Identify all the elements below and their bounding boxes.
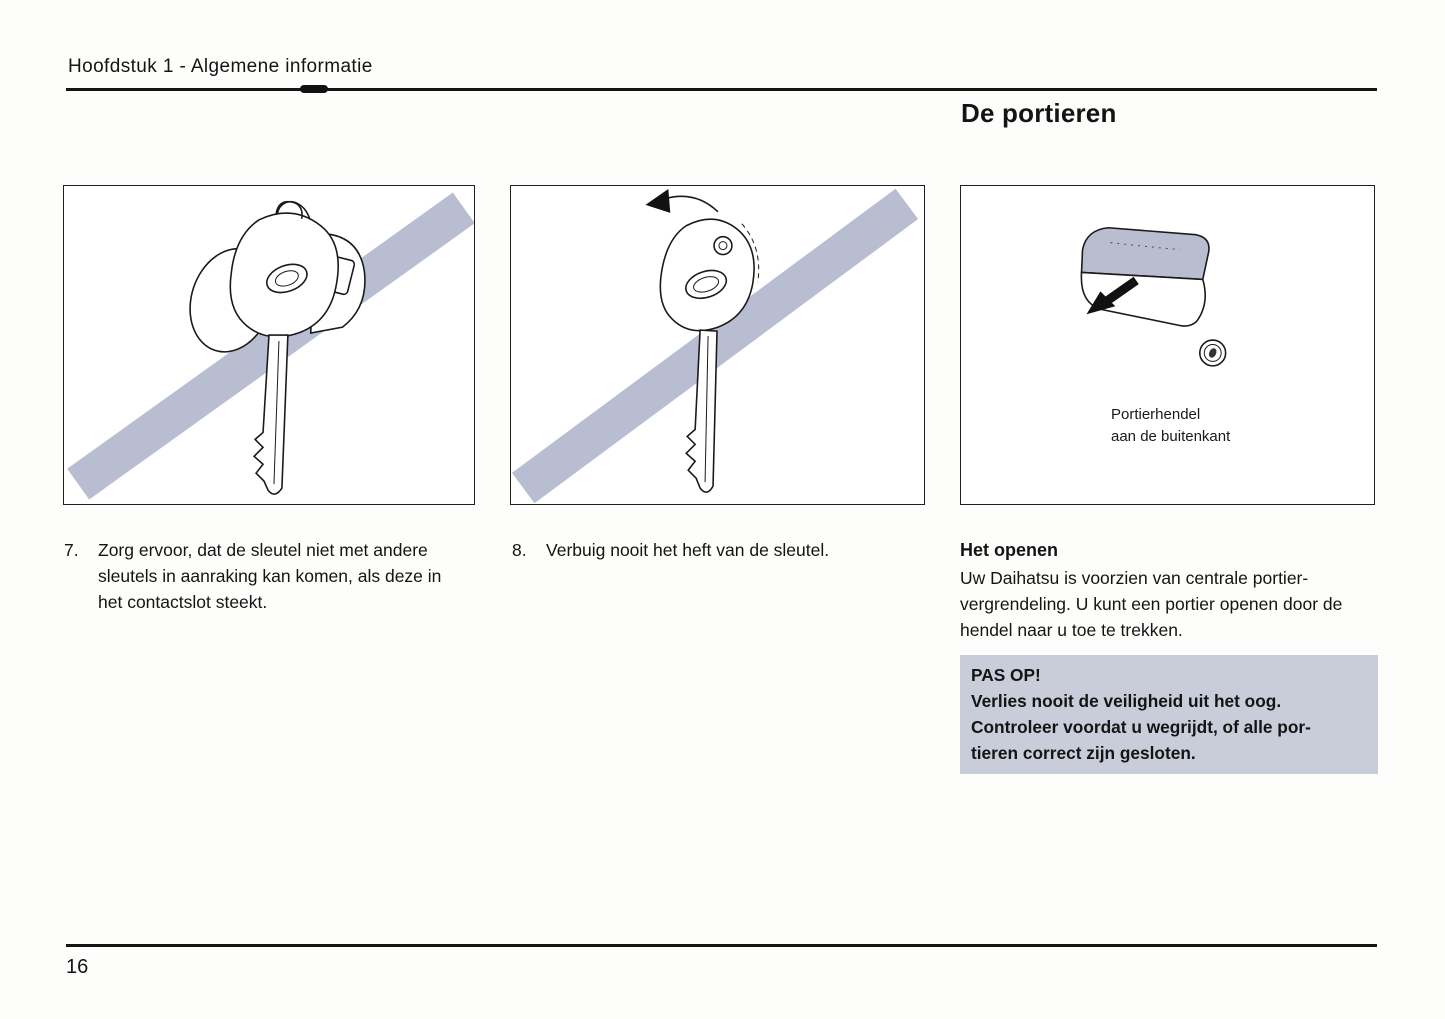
caption-line: Zorg ervoor, dat de sleutel niet met andere [98, 540, 428, 560]
caption-line: het contactslot steekt. [98, 592, 268, 612]
keys-illustration [177, 196, 365, 494]
keys-no-contact-illustration [64, 186, 474, 504]
figure-keys-no-contact [63, 185, 475, 505]
label-line: aan de buitenkant [1111, 428, 1231, 445]
caption-number: 8. [512, 540, 527, 560]
scan-artifact [300, 85, 328, 93]
body-line: Uw Daihatsu is voorzien van centrale portier- [960, 568, 1309, 588]
warning-line: tieren correct zijn gesloten. [971, 743, 1196, 763]
door-handle-label [1111, 404, 1230, 448]
header-rule [66, 88, 1377, 91]
caption-item-8 [512, 537, 922, 563]
caption-line: sleutels in aanraking kan komen, als deze in [98, 566, 442, 586]
door-handle-shape [1081, 228, 1209, 326]
rotation-arrow-icon [645, 189, 718, 213]
warning-box [960, 655, 1378, 774]
warning-title: PAS OP! [971, 665, 1041, 685]
caption-text [546, 537, 922, 563]
body-line: vergrendeling. U kunt een portier openen door de [960, 594, 1343, 614]
footer-rule [66, 944, 1377, 947]
figure-key-no-bend [510, 185, 925, 505]
door-handle-illustration [961, 186, 1374, 504]
right-column [960, 537, 1378, 643]
key-no-bend-illustration [511, 186, 924, 504]
body-line: hendel naar u toe te trekken. [960, 620, 1183, 640]
caption-text [98, 537, 484, 615]
figure-door-handle [960, 185, 1375, 505]
caption-item-7 [64, 537, 484, 615]
caption-number: 7. [64, 540, 79, 560]
section-title: De portieren [961, 98, 1117, 128]
caption-line: Verbuig nooit het heft van de sleutel. [546, 540, 830, 560]
page-number: 16 [66, 956, 89, 978]
subsection-heading: Het openen [960, 540, 1059, 560]
warning-line: Verlies nooit de veiligheid uit het oog. [971, 691, 1282, 711]
chapter-header: Hoofdstuk 1 - Algemene informatie [68, 56, 373, 77]
label-line: Portierhendel [1111, 406, 1201, 423]
keyhole-icon [1200, 340, 1226, 366]
warning-line: Controleer voordat u wegrijdt, of alle por- [971, 717, 1311, 737]
